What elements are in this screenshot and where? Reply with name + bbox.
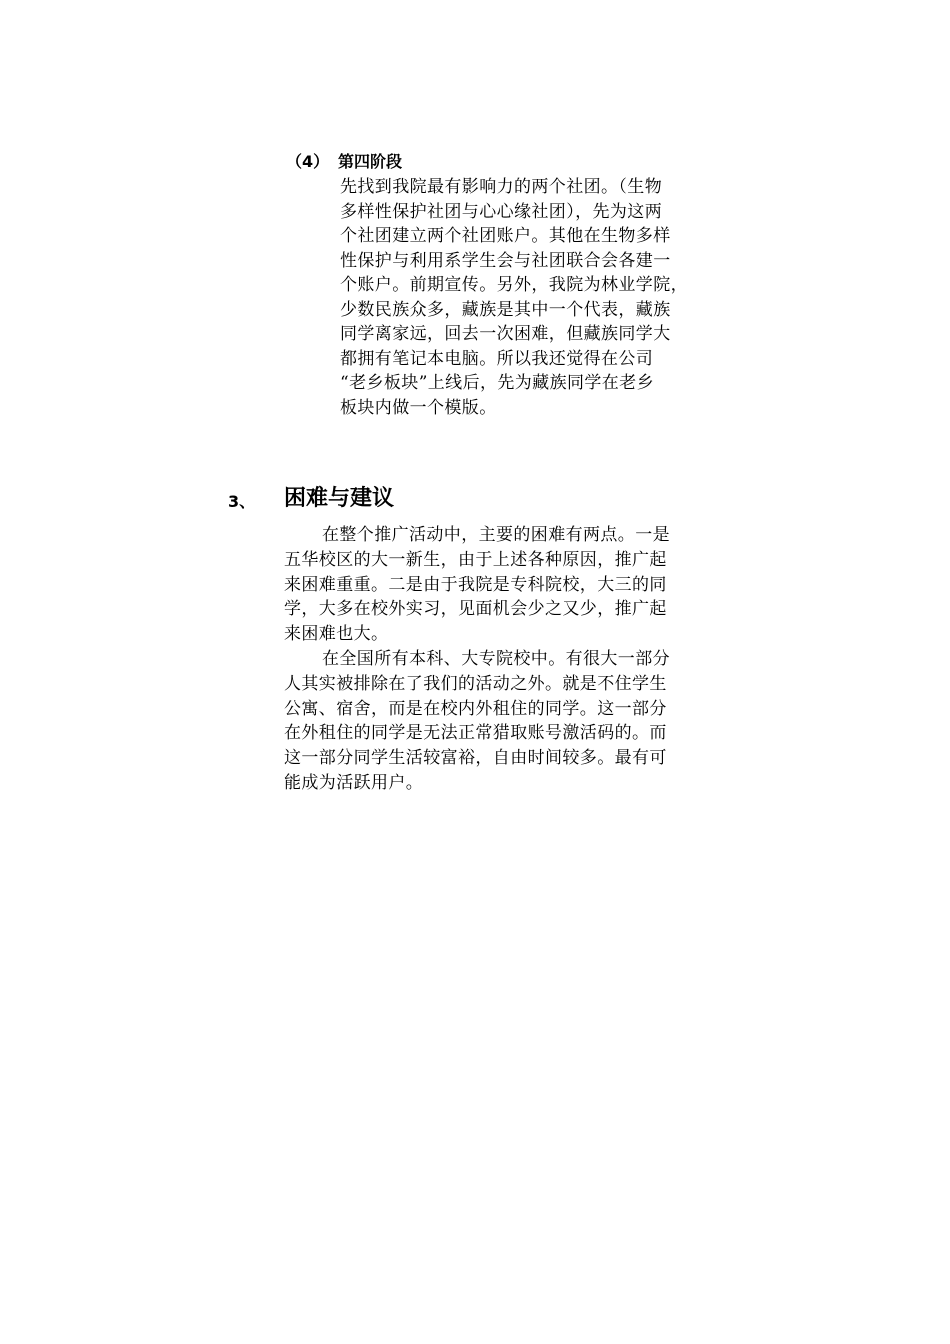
subsection-body	[340, 175, 720, 420]
text-line: 能成为活跃用户。	[284, 772, 424, 793]
section-title: 困难与建议	[284, 486, 395, 511]
text-line: 都拥有笔记本电脑。所以我还觉得在公司	[340, 348, 654, 369]
text-line: 多样性保护社团与心心缘社团），先为这两	[340, 201, 663, 222]
text-line: 性保护与利用系学生会与社团联合会各建一	[340, 250, 671, 271]
text-line: 个账户。前期宣传。另外，我院为林业学院，	[340, 275, 688, 295]
section-number: 3、	[228, 492, 256, 511]
text-line: 在外租住的同学是无法正常猎取账号激活码的。而	[284, 723, 667, 744]
text-line: 个社团建立两个社团账户。其他在生物多样	[340, 226, 671, 246]
text-line: 这一部分同学生活较富裕，自由时间较多。最有可	[284, 748, 667, 769]
text-line: 板块内做一个模版。	[340, 397, 497, 418]
paragraph-first-line: 在全国所有本科、大专院校中。有很大一部分	[322, 648, 670, 669]
text-line: 公寓、宿舍，而是在校内外租住的同学。这一部分	[284, 698, 667, 719]
text-line: 来困难也大。	[284, 624, 389, 645]
subsection-heading	[286, 150, 402, 174]
text-line: 五华校区的大一新生，由于上述各种原因，推广起	[284, 549, 667, 570]
text-line: 同学离家远，回去一次困难，但藏族同学大	[340, 324, 671, 344]
text-line: 人其实被排除在了我们的活动之外。就是不住学生	[284, 673, 667, 694]
text-line: 少数民族众多，藏族是其中一个代表，藏族	[340, 299, 671, 320]
text-line: 来困难重重。二是由于我院是专科院校，大三的同	[284, 574, 667, 595]
text-line: 学，大多在校外实习，见面机会少之又少，推广起	[284, 599, 667, 620]
text-line: “老乡板块”上线后，先为藏族同学在老乡	[340, 373, 654, 393]
section-body	[284, 523, 724, 796]
subsection-number: （4）	[286, 152, 330, 171]
text-line: 先找到我院最有影响力的两个社团。（生物	[340, 177, 663, 197]
paragraph-first-line: 在整个推广活动中，主要的困难有两点。一是	[322, 525, 670, 545]
subsection-title: 第四阶段	[338, 152, 403, 171]
